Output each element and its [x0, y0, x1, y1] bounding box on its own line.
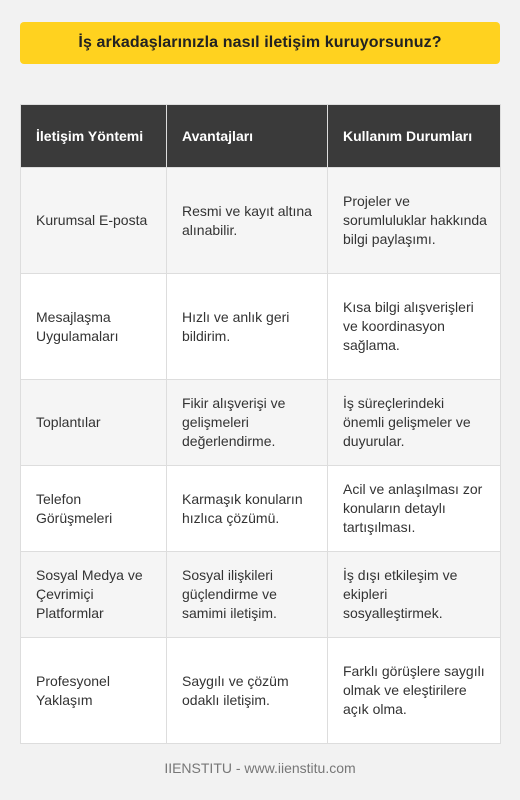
use-case-cell: Projeler ve sorumluluklar hakkında bilgi paylaşımı. [328, 168, 501, 274]
advantage-cell: Hızlı ve anlık geri bildirim. [167, 274, 328, 380]
column-header-advantages: Avantajları [167, 105, 328, 168]
method-cell: Telefon Görüşmeleri [21, 466, 167, 552]
method-cell: Profesyonel Yaklaşım [21, 638, 167, 744]
table-row [21, 466, 501, 552]
communication-methods-table [20, 104, 501, 744]
method-cell: Sosyal Medya ve Çevrimiçi Platformlar [21, 552, 167, 638]
column-header-use-cases: Kullanım Durumları [328, 105, 501, 168]
use-case-cell: İş süreçlerindeki önemli gelişmeler ve duyurular. [328, 380, 501, 466]
method-cell: Mesajlaşma Uygulamaları [21, 274, 167, 380]
advantage-cell: Saygılı ve çözüm odaklı iletişim. [167, 638, 328, 744]
advantage-cell: Fikir alışverişi ve gelişmeleri değerlendirme. [167, 380, 328, 466]
table-header-row [21, 105, 501, 168]
page-title: İş arkadaşlarınızla nasıl iletişim kuruyorsunuz? [20, 22, 500, 64]
footer-credit: IIENSTITU - www.iienstitu.com [164, 760, 356, 776]
advantage-cell: Resmi ve kayıt altına alınabilir. [167, 168, 328, 274]
table-row [21, 638, 501, 744]
use-case-cell: İş dışı etkileşim ve ekipleri sosyalleştirmek. [328, 552, 501, 638]
method-cell: Toplantılar [21, 380, 167, 466]
table-row [21, 552, 501, 638]
advantage-cell: Karmaşık konuların hızlıca çözümü. [167, 466, 328, 552]
use-case-cell: Farklı görüşlere saygılı olmak ve eleştirilere açık olma. [328, 638, 501, 744]
column-header-method: İletişim Yöntemi [21, 105, 167, 168]
table-row [21, 274, 501, 380]
method-cell: Kurumsal E-posta [21, 168, 167, 274]
advantage-cell: Sosyal ilişkileri güçlendirme ve samimi iletişim. [167, 552, 328, 638]
use-case-cell: Acil ve anlaşılması zor konuların detaylı tartışılması. [328, 466, 501, 552]
use-case-cell: Kısa bilgi alışverişleri ve koordinasyon sağlama. [328, 274, 501, 380]
table-row [21, 168, 501, 274]
table-row [21, 380, 501, 466]
